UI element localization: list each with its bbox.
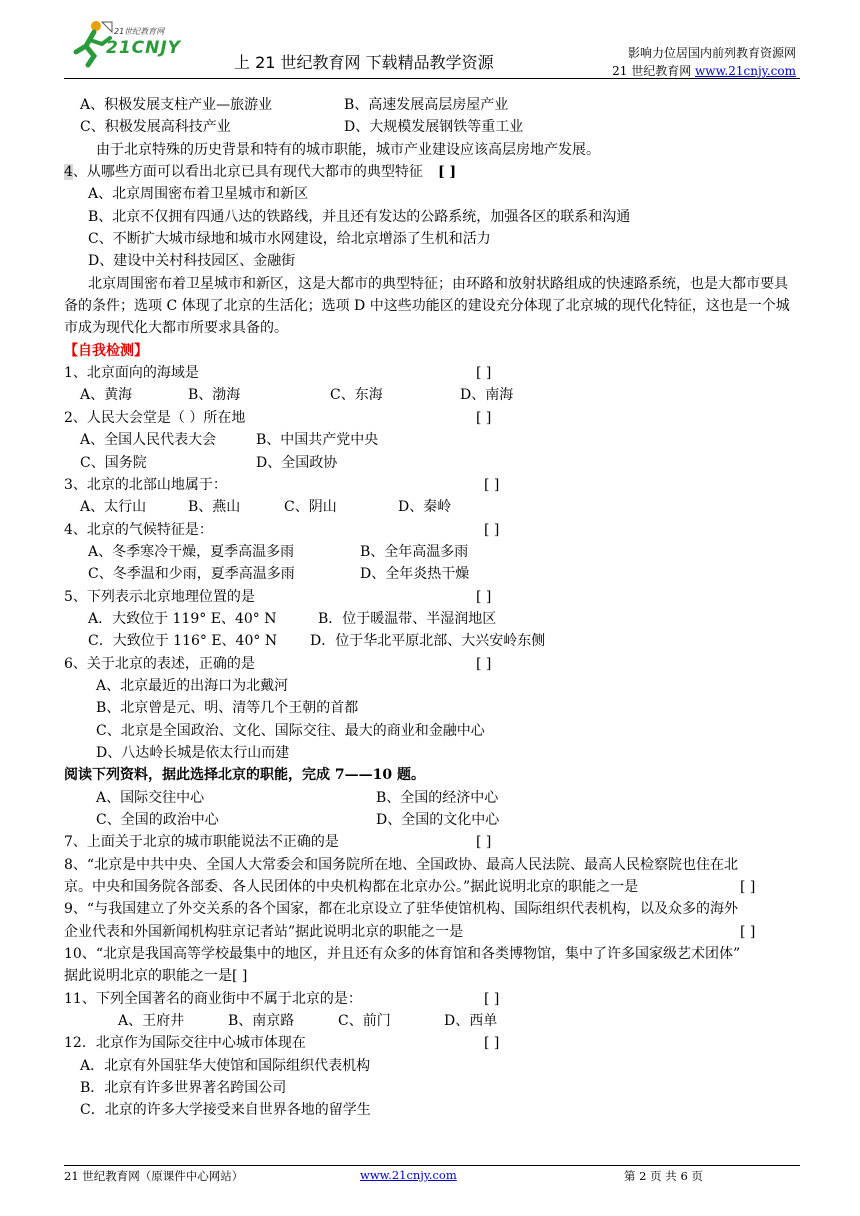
question-stem: 11、下列全国著名的商业街中不属于北京的是： <box>64 990 362 1007</box>
option: B、渤海 <box>188 387 241 404</box>
question-12 <box>64 1032 800 1054</box>
answer-bracket: [ ] <box>740 879 756 896</box>
option: D、西单 <box>444 1013 498 1030</box>
option: A、黄海 <box>80 387 133 404</box>
page-header <box>64 14 800 78</box>
explanation: 由于北京特殊的历史背景和特有的城市职能，城市产业建设应该高层房地产发展。 <box>96 141 600 158</box>
option: A、冬季寒冷干燥，夏季高温多雨 <box>88 543 295 560</box>
option: C、冬季温和少雨，夏季高温多雨 <box>88 566 295 583</box>
question-10-line1: 10、“北京是我国高等学校最集中的地区，并且还有众多的体育馆和各类博物馆，集中了许多国家级艺术团体” <box>64 946 741 963</box>
document-body <box>64 94 800 1122</box>
answer-bracket: [ ] <box>476 409 492 426</box>
option: C、前门 <box>338 1013 391 1030</box>
logo <box>64 18 194 74</box>
question-stem: 6、关于北京的表述，正确的是 <box>64 655 255 672</box>
option-row <box>64 429 800 451</box>
logo-big-text: 21CNJY <box>106 38 181 58</box>
question-stem: 、从哪些方面可以看出北京已具有现代大都市的典型特征 <box>72 164 423 181</box>
option-row <box>64 787 800 809</box>
question-2 <box>64 407 800 429</box>
option: A．大致位于 119° E、40° N <box>88 610 277 627</box>
option-row <box>64 1010 800 1032</box>
question-stem: 7、上面关于北京的城市职能说法不正确的是 <box>64 834 339 851</box>
answer-bracket: [ ] <box>484 990 500 1007</box>
footer-divider <box>64 1165 800 1166</box>
header-right <box>612 44 796 80</box>
option: C、阴山 <box>284 499 337 516</box>
question-9-line2 <box>64 921 800 943</box>
option: C、北京是全国政治、文化、国际交往、最大的商业和金融中心 <box>96 722 485 739</box>
option: D、秦岭 <box>398 499 452 516</box>
question-stem: 企业代表和外国新闻机构驻京记者站”据此说明北京的职能之一是 <box>64 923 464 940</box>
option: C、不断扩大城市绿地和城市水网建设，给北京增添了生机和活力 <box>88 231 491 248</box>
option: B、南京路 <box>228 1013 295 1030</box>
answer-bracket: [ ] <box>438 164 457 181</box>
option: C、积极发展高科技产业 <box>80 119 231 136</box>
option-row <box>64 116 800 138</box>
question-8-line2 <box>64 876 800 898</box>
question-7 <box>64 831 800 853</box>
option: A、太行山 <box>80 499 147 516</box>
answer-bracket: [ ] <box>476 655 492 672</box>
option: D、全国政协 <box>256 454 338 471</box>
answer-bracket: [ ] <box>476 588 492 605</box>
answer-bracket: [ ] <box>476 834 492 851</box>
page-footer <box>64 1168 800 1184</box>
question-stem: 4、北京的气候特征是： <box>64 521 213 538</box>
option-row <box>64 94 800 116</box>
option: A、全国人民代表大会 <box>80 432 217 449</box>
section-title: 【自我检测】 <box>64 342 148 359</box>
question-6 <box>64 653 800 675</box>
option: D、大规模发展钢铁等重工业 <box>344 119 524 136</box>
option: B、高速发展高层房屋产业 <box>344 97 509 113</box>
question-stem: 2、人民大会堂是（ ）所在地 <box>64 409 246 426</box>
option: C、东海 <box>330 387 383 404</box>
question-3 <box>64 474 800 496</box>
reading-title: 阅读下列资料，据此选择北京的职能，完成 7——10 题。 <box>64 767 425 784</box>
question-4b <box>64 519 800 541</box>
option-row <box>64 563 800 585</box>
answer-bracket: [ ] <box>232 968 248 985</box>
question-stem: 12．北京作为国际交往中心城市体现在 <box>64 1035 306 1052</box>
option-row <box>64 809 800 831</box>
option: A、国际交往中心 <box>96 789 205 806</box>
option: B．北京有许多世界著名跨国公司 <box>80 1080 287 1097</box>
option-row <box>64 608 800 630</box>
question-number: 4 <box>64 164 73 181</box>
footer-link[interactable]: www.21cnjy.com <box>360 1168 457 1182</box>
question-8-line1: 8、“北京是中共中央、全国人大常委会和国务院所在地、全国政协、最高人民法院、最高人民检察院也住在北 <box>64 856 739 873</box>
question-1 <box>64 362 800 384</box>
question-stem: 3、北京的北部山地属于： <box>64 476 227 493</box>
question-9-line1: 9、“与我国建立了外交关系的各个国家，都在北京设立了驻华使馆机构、国际组织代表机构，以及众多的海外 <box>64 901 739 918</box>
question-stem: 据此说明北京的职能之一是 <box>64 968 232 985</box>
option-row <box>64 384 800 406</box>
footer-site-name: 21 世纪教育网（原课件中心网站） <box>64 1169 244 1183</box>
answer-bracket: [ ] <box>484 1035 500 1052</box>
option: B、北京不仅拥有四通八达的铁路线，并且还有发达的公路系统，加强各区的联系和沟通 <box>88 208 631 225</box>
question-11 <box>64 988 800 1010</box>
option: D．位于华北平原北部、大兴安岭东侧 <box>310 633 546 650</box>
logo-small-text: 21世纪教育网 <box>114 27 165 36</box>
header-site-link[interactable]: www.21cnjy.com <box>695 64 796 78</box>
page-number: 第 2 页 共 6 页 <box>624 1169 703 1183</box>
option: B、燕山 <box>188 499 241 516</box>
answer-bracket: [ ] <box>484 476 500 493</box>
header-divider <box>64 78 800 79</box>
answer-bracket: [ ] <box>476 365 492 382</box>
option: D、南海 <box>460 387 514 404</box>
question-stem: 京。中央和国务院各部委、各人民团体的中央机构都在北京办公。”据此说明北京的职能之一是 <box>64 879 639 896</box>
option: A、积极发展支柱产业—旅游业 <box>80 97 273 113</box>
option: A、北京最近的出海口为北戴河 <box>96 677 289 694</box>
question-4 <box>64 161 800 183</box>
option-row <box>64 541 800 563</box>
option: C．北京的许多大学接受来自世界各地的留学生 <box>80 1102 371 1119</box>
option: D、全年炎热干燥 <box>360 566 470 583</box>
option-row <box>64 496 800 518</box>
option: D、八达岭长城是依太行山而建 <box>96 744 290 761</box>
answer-bracket: [ ] <box>484 521 500 538</box>
option-row <box>64 630 800 652</box>
option: D、建设中关村科技园区、金融街 <box>88 253 296 270</box>
option: B、中国共产党中央 <box>256 432 379 449</box>
option: C、全国的政治中心 <box>96 812 219 828</box>
option: C．大致位于 116° E、40° N <box>88 633 278 650</box>
question-10-line2 <box>64 965 800 987</box>
option: A、北京周围密布着卫星城市和新区 <box>88 186 309 203</box>
header-site-prefix: 21 世纪教育网 <box>612 64 696 78</box>
answer-bracket: [ ] <box>740 923 756 940</box>
option: B、全国的经济中心 <box>376 789 499 806</box>
option: A．北京有外国驻华大使馆和国际组织代表机构 <box>80 1057 371 1074</box>
option: B、北京曾是元、明、清等几个王朝的首都 <box>96 700 359 717</box>
question-5 <box>64 586 800 608</box>
header-slogan: 影响力位居国内前列教育资源网 <box>627 46 796 60</box>
header-title: 上 21 世纪教育网 下载精品教学资源 <box>234 53 494 72</box>
option: A、王府井 <box>118 1013 185 1030</box>
option: B．位于暖温带、半湿润地区 <box>318 610 497 627</box>
question-stem: 5、下列表示北京地理位置的是 <box>64 588 255 605</box>
option-row <box>64 452 800 474</box>
option: B、全年高温多雨 <box>360 543 469 560</box>
explanation: 北京周围密布着卫星城市和新区，这是大都市的典型特征；由环路和放射状路组成的快速路系统，也是大都市要具备的条件；选项 C 体现了北京的生活化；选项 D 中这些功能区的建设充分体现了北京城的现代化特征，这也是一个城市成为现代化大都市所要求具备的。 <box>64 275 790 337</box>
option: D、全国的文化中心 <box>376 812 500 828</box>
question-stem: 1、北京面向的海域是 <box>64 365 199 382</box>
option: C、国务院 <box>80 454 147 471</box>
